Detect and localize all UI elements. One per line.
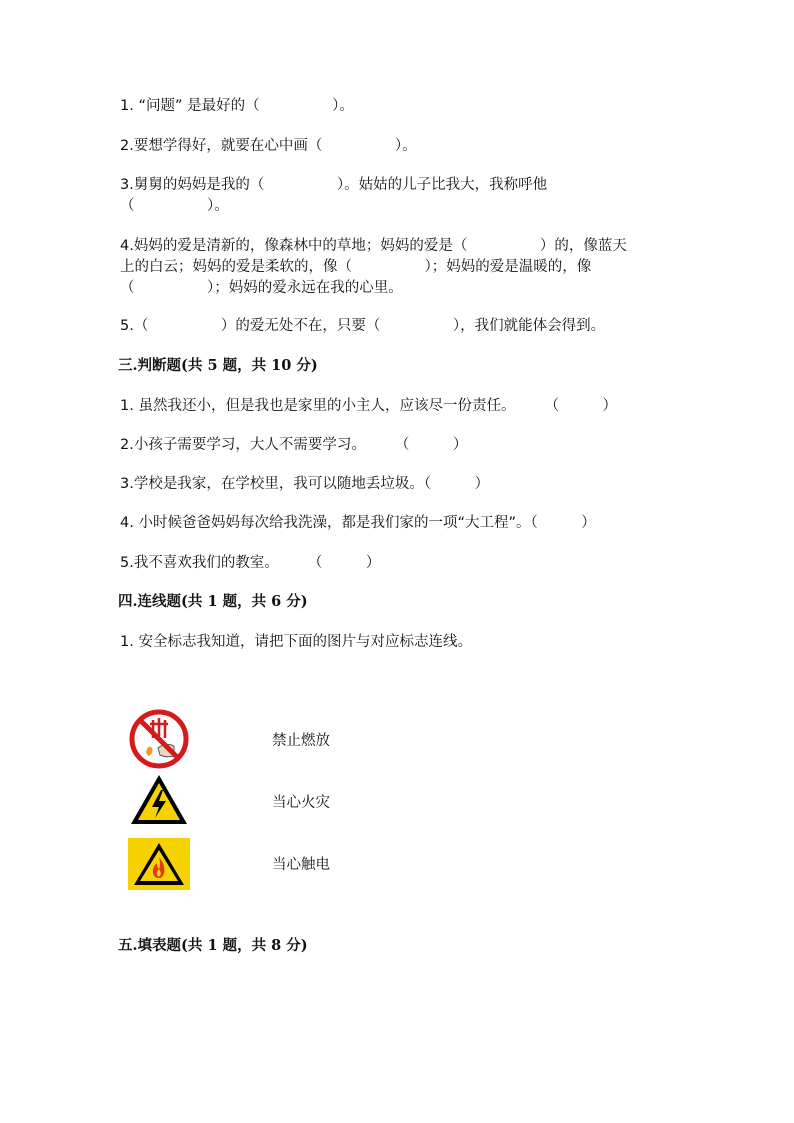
fill-question-4-line-2: 上的白云；妈妈的爱是柔软的，像（ ）；妈妈的爱是温暖的，像: [120, 259, 592, 275]
fill-question-4-line-1: 4.妈妈的爱是清新的，像森林中的草地；妈妈的爱是（ ）的，像蓝天: [120, 238, 627, 254]
judge-section-heading: 三.判断题(共 5 题，共 10 分): [118, 357, 318, 374]
fill-question-4-line-3: （ ）；妈妈的爱永远在我的心里。: [120, 280, 403, 296]
match-label-fire-warning: 当心火灾: [272, 795, 330, 811]
fill-question-3-line-2: （ ）。: [120, 198, 229, 214]
fill-question-1: 1. “问题” 是最好的（ ）。: [120, 98, 354, 114]
table-section-heading: 五.填表题(共 1 题，共 8 分): [118, 937, 308, 954]
judge-item: 4. 小时候爸爸妈妈每次给我洗澡，都是我们家的一项“大工程”。（ ）: [120, 515, 596, 531]
match-label-no-fireworks: 禁止燃放: [272, 733, 330, 749]
match-label-electric-shock: 当心触电: [272, 857, 330, 873]
judge-item: 1. 虽然我还小，但是我也是家里的小主人，应该尽一份责任。 （ ）: [120, 398, 617, 414]
judge-item: 3.学校是我家，在学校里，我可以随地丢垃圾。（ ）: [120, 476, 490, 492]
fire-warning-icon: [128, 838, 190, 900]
no-fireworks-sign-icon: [128, 708, 190, 770]
judge-item: 5.我不喜欢我们的教室。 （ ）: [120, 555, 381, 571]
electric-shock-warning-icon: [128, 772, 190, 834]
fill-question-5: 5.（ ）的爱无处不在，只要（ ），我们就能体会得到。: [120, 318, 606, 334]
match-question: 1. 安全标志我知道，请把下面的图片与对应标志连线。: [120, 634, 472, 650]
fill-question-2: 2.要想学得好，就要在心中画（ ）。: [120, 138, 417, 154]
fill-question-3-line-1: 3.舅舅的妈妈是我的（ ）。姑姑的儿子比我大，我称呼他: [120, 177, 548, 193]
judge-item: 2.小孩子需要学习，大人不需要学习。 （ ）: [120, 437, 468, 453]
match-section-heading: 四.连线题(共 1 题，共 6 分): [118, 593, 308, 610]
